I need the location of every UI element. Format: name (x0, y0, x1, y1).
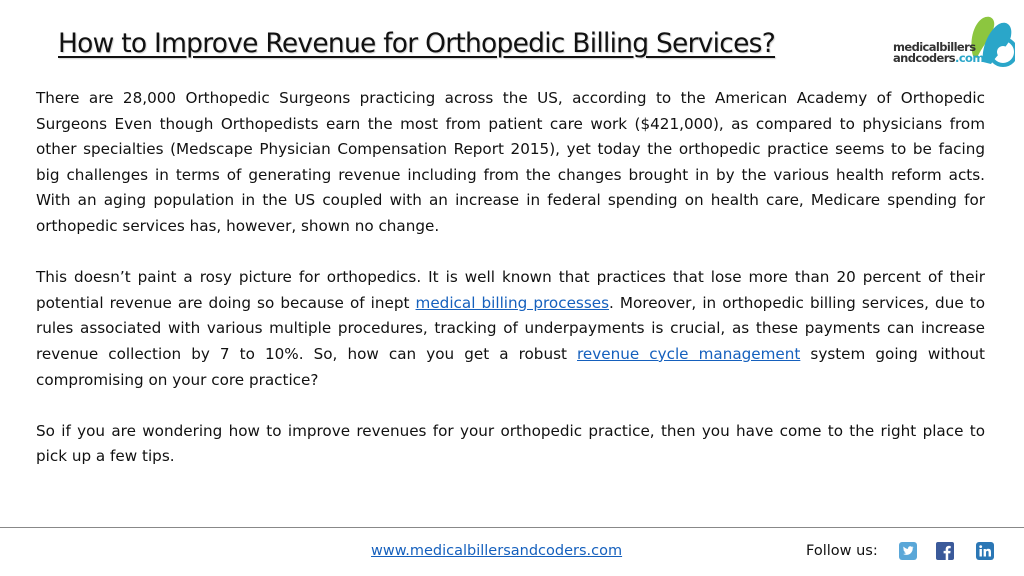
paragraph-billing (36, 265, 985, 393)
logo-text-line1: medicalbillers (893, 40, 976, 54)
company-logo[interactable] (893, 12, 1015, 74)
linkedin-icon[interactable] (976, 542, 994, 560)
logo-wordmark (893, 42, 984, 64)
logo-text-main: andcoders (893, 51, 956, 65)
paragraph-text: This doesn’t paint a rosy picture for orthopedics. It is well known that practices that lose more than 20 percent of their potential revenue are doing so because of inept (36, 268, 985, 312)
page-title: How to Improve Revenue for Orthopedic Billing Services? (58, 28, 776, 59)
paragraph-text: . Moreover, in orthopedic billing services, due to rules associated with various multiple procedures, tracking of underpayments is crucial, as these payments can increase revenue collection by 7 to 10%. So, how can you get a robust (36, 293, 985, 363)
paragraph-text: system going without compromising on your core practice? (36, 344, 985, 389)
revenue-cycle-management-link[interactable]: revenue cycle management (577, 344, 801, 363)
paragraph-intro: There are 28,000 Orthopedic Surgeons practicing across the US, according to the American Academy of Orthopedic Surgeons Even though Orthopedists earn the most from patient care work ($421,000), as compared to physicians from other specialties (Medscape Physician Compensation Report 2015), yet today the orthopedic practice seems to be facing big challenges in terms of generating revenue including from the changes brought in by the various health reform acts. With an aging population in the US coupled with an increase in federal spending on health care, Medicare spending for orthopedic services has, however, shown no change. (36, 89, 985, 235)
footer-divider (0, 527, 1024, 528)
logo-text-line2 (893, 53, 984, 64)
follow-us-label: Follow us: (806, 543, 878, 559)
article-body (36, 86, 985, 496)
logo-text-suffix: .com (955, 51, 984, 65)
facebook-icon[interactable] (936, 542, 954, 560)
medical-billing-processes-link[interactable]: medical billing processes (415, 293, 609, 312)
paragraph-tips: So if you are wondering how to improve revenues for your orthopedic practice, then you have come to the right place to pick up a few tips. (36, 421, 985, 466)
twitter-icon[interactable] (899, 542, 917, 560)
website-link[interactable]: www.medicalbillersandcoders.com (371, 543, 623, 559)
